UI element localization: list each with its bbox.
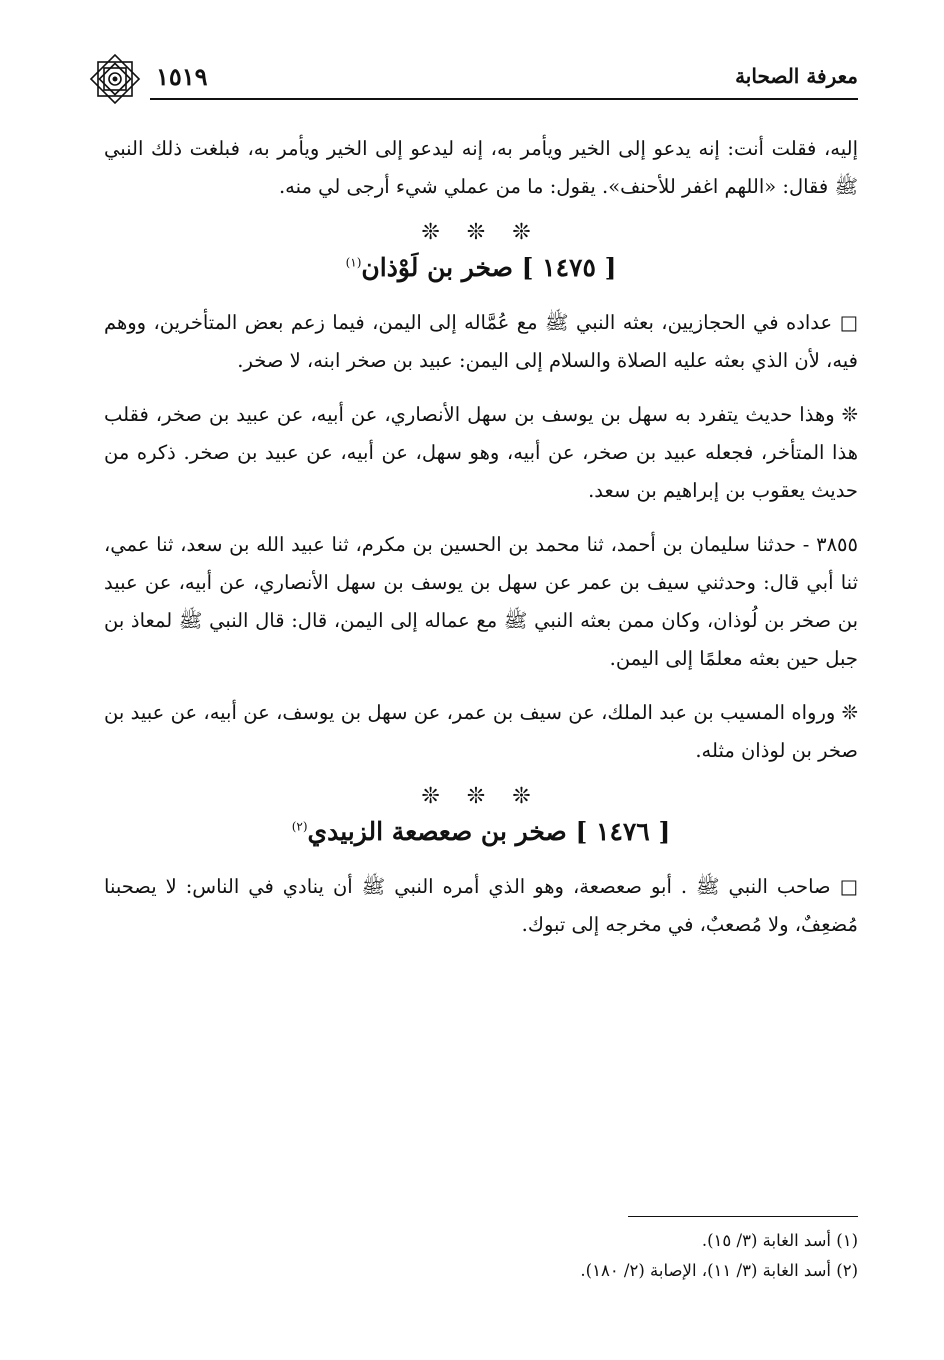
footnote-reference: (١) [345, 255, 362, 270]
section-separator: ❊ ❊ ❊ [421, 220, 541, 245]
paragraph-biography: □ صاحب النبي ﷺ . أبو صعصعة، وهو الذي أمره النبي ﷺ أن ينادي في الناس: لا يصحبنا مُضعِفٌ، ولا مُصعبٌ، في مخرجه إلى تبوك. [104, 875, 858, 936]
entry-heading-1476 [104, 817, 858, 846]
paragraph-commentary: ❊ وهذا حديث يتفرد به سهل بن يوسف بن سهل الأنصاري، عن أبيه، عن عبيد بن صخر، فقلب هذا المتأخر، فجعله عبيد بن صخر، عن أبيه، وهو سهل، عن أبيه، عن عبيد بن صخر. ذكره من حديث يعقوب بن إبراهيم بن سعد. [104, 403, 858, 502]
paragraph-hadith-3855: ٣٨٥٥ - حدثنا سليمان بن أحمد، ثنا محمد بن الحسين بن مكرم، ثنا عبيد الله بن سعد، ثنا عمي، ثنا أبي قال: وحدثني سيف بن عمر عن سهل بن يوسف بن سهل الأنصاري، عن أبيه، عن عبيد بن صخر بن لُوذان، وكان ممن بعثه النبي ﷺ مع عماله إلى اليمن، قال: قال النبي ﷺ لمعاذ بن جبل حين بعثه معلمًا إلى اليمن. [104, 533, 858, 670]
section-separator: ❊ ❊ ❊ [421, 784, 541, 809]
page-header [86, 58, 858, 108]
footnote-reference: (٢) [291, 819, 308, 834]
page-number: ١٥١٩ [156, 62, 208, 91]
footnote-divider [628, 1216, 858, 1217]
footnote-2: (٢) أسد الغابة (٣/ ١١)، الإصابة (٢/ ١٨٠). [580, 1261, 858, 1280]
footnotes [104, 1226, 858, 1286]
footnote-1: (١) أسد الغابة (٣/ ١٥). [701, 1231, 858, 1250]
entry-heading-1475 [104, 253, 858, 282]
paragraph-continuation: إليه، فقلت أنت: إنه يدعو إلى الخير ويأمر به، إنه ليدعو إلى الخير ويأمر به، فبلغت ذلك النبي ﷺ فقال: «اللهم اغفر للأحنف». يقول: ما من عملي شيء أرجى لي منه. [104, 137, 858, 198]
main-text [104, 130, 858, 960]
paragraph-narration: ❊ ورواه المسيب بن عبد الملك، عن سيف بن عمر، عن سهل بن يوسف، عن أبيه، عن عبيد بن صخر بن لوذان مثله. [104, 701, 858, 762]
star-ornament-icon [86, 50, 144, 108]
running-title: معرفة الصحابة [735, 64, 858, 88]
entry-heading-text: [ ١٤٧٥ ] صخر بن لَوْذان [361, 253, 617, 282]
paragraph-biography: □ عداده في الحجازيين، بعثه النبي ﷺ مع عُمَّاله إلى اليمن، فيما زعم بعض المتأخرين، ووهم فيه، لأن الذي بعثه عليه الصلاة والسلام إلى اليمن: عبيد بن صخر ابنه، لا صخر. [104, 311, 858, 372]
header-divider [150, 98, 858, 100]
entry-heading-text: [ ١٤٧٦ ] صخر بن صعصعة الزبيدي [307, 817, 671, 846]
